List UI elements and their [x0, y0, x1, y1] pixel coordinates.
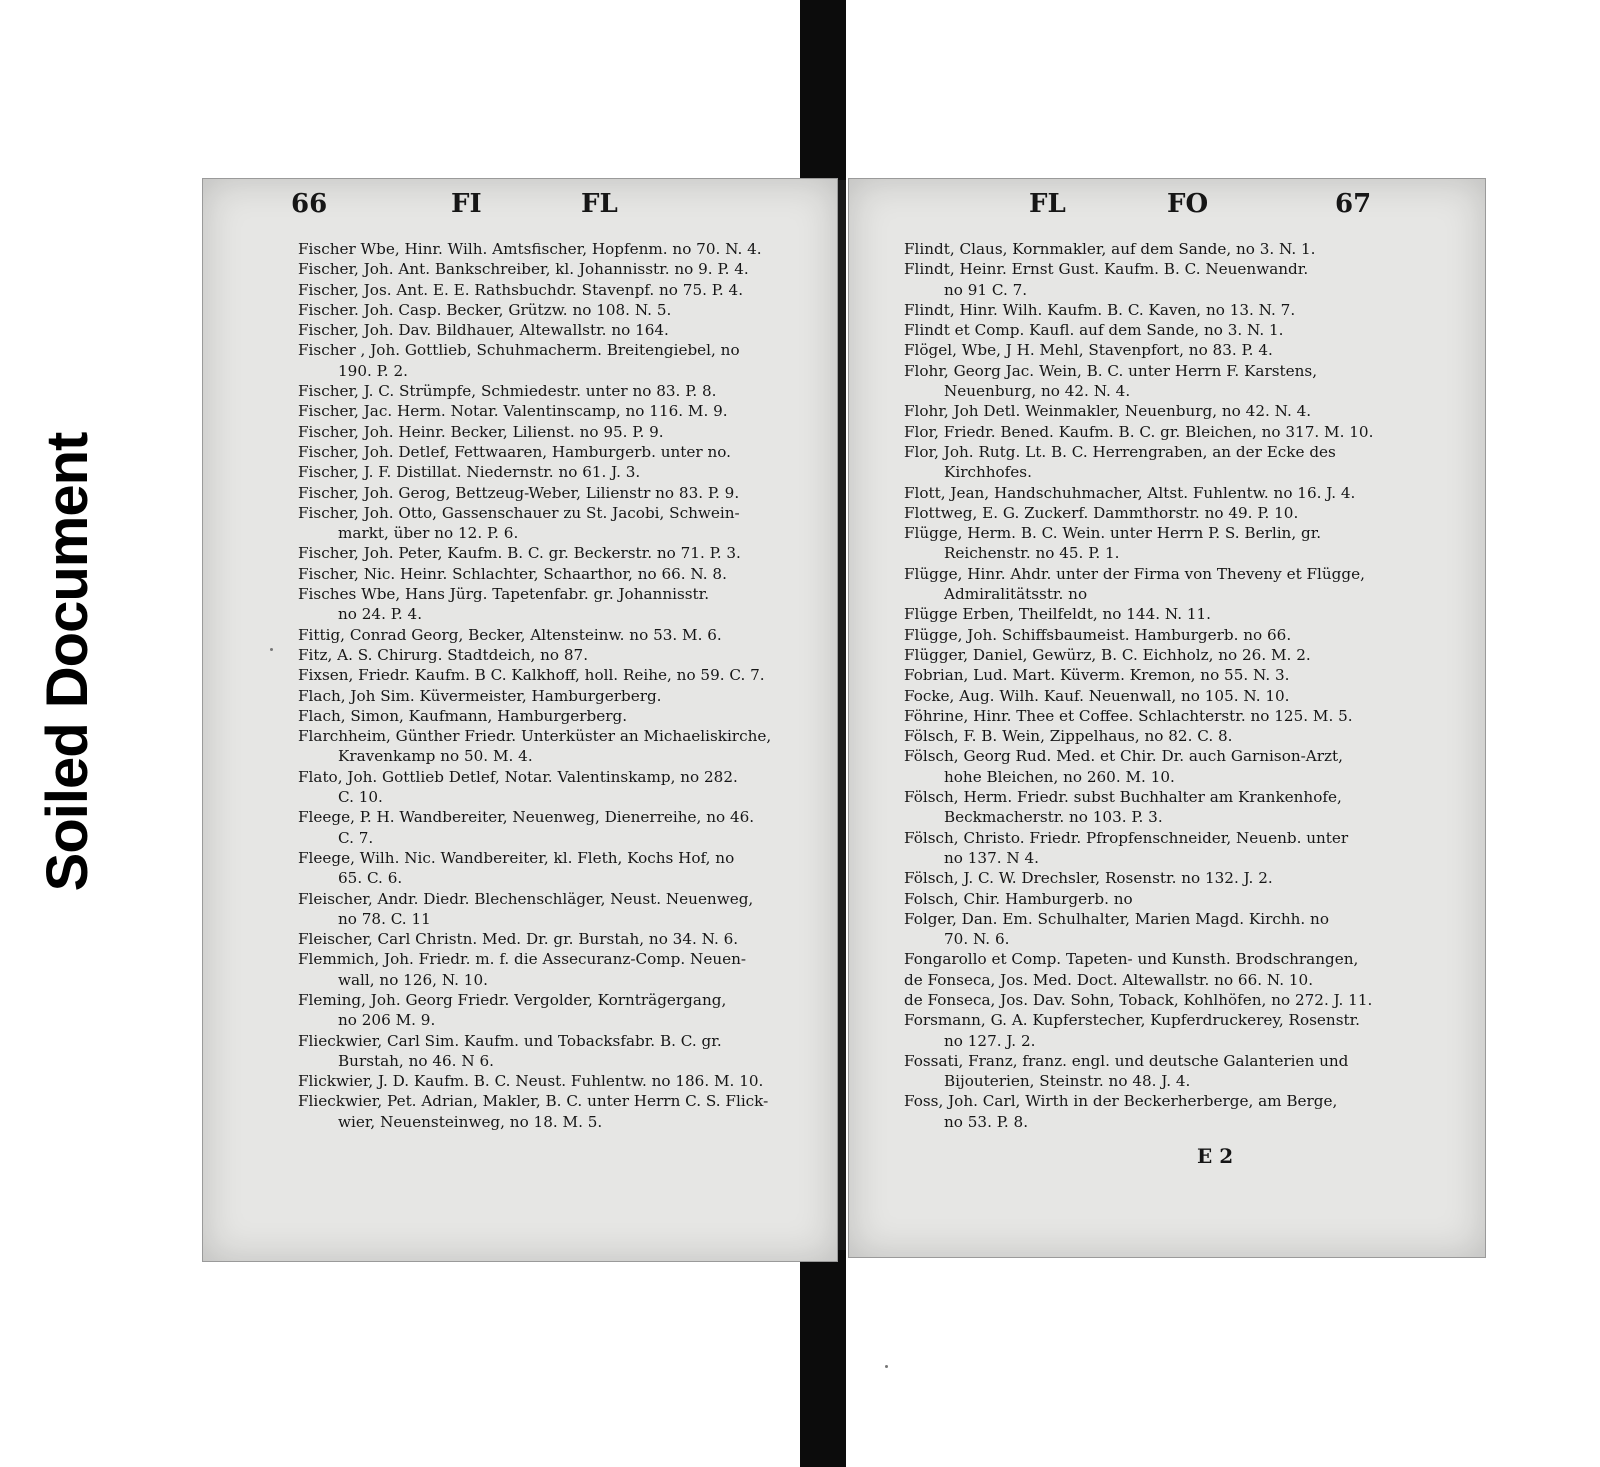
- entry-line: Fischer , Joh. Gottlieb, Schuhmacherm. Breitengiebel, no: [298, 341, 740, 360]
- entry-line: Fölsch, J. C. W. Drechsler, Rosenstr. no 132. J. 2.: [904, 869, 1273, 888]
- directory-entry: [904, 300, 1445, 320]
- entry-continuation: C. 7.: [338, 828, 374, 847]
- entry-line: Fischer, Joh. Gerog, Bettzeug-Weber, Lilienstr no 83. P. 9.: [298, 483, 740, 502]
- directory-entry: [298, 462, 807, 482]
- entry-continuation: 190. P. 2.: [338, 361, 408, 380]
- directory-entry: [904, 949, 1445, 969]
- entry-line: Flügge, Hinr. Ahdr. unter der Firma von Theveny et Flügge,: [904, 564, 1365, 583]
- directory-entry: [904, 889, 1445, 909]
- directory-entry: [298, 280, 807, 300]
- directory-entry: [298, 807, 807, 848]
- entry-line: Focke, Aug. Wilh. Kauf. Neuenwall, no 105. N. 10.: [904, 686, 1290, 705]
- entry-line: Flor, Joh. Rutg. Lt. B. C. Herrengraben, an der Ecke des: [904, 442, 1336, 461]
- directory-entry: [904, 686, 1445, 706]
- directory-entry: [298, 767, 807, 808]
- entry-continuation: 65. C. 6.: [338, 869, 403, 888]
- directory-entry: [904, 970, 1445, 990]
- entry-line: Flohr, Joh Detl. Weinmakler, Neuenburg, no 42. N. 4.: [904, 402, 1312, 421]
- entry-line: Fölsch, Christo. Friedr. Pfropfenschneider, Neuenb. unter: [904, 828, 1349, 847]
- entry-continuation: wall, no 126, N. 10.: [338, 970, 488, 989]
- directory-entry: [904, 442, 1445, 483]
- directory-entry: [904, 645, 1445, 665]
- entry-line: Flarchheim, Günther Friedr. Unterküster an Michaeliskirche,: [298, 727, 772, 746]
- entry-continuation: Bijouterien, Steinstr. no 48. J. 4.: [944, 1072, 1191, 1091]
- entry-line: Fischer, Joh. Heinr. Becker, Lilienst. no 95. P. 9.: [298, 422, 664, 441]
- directory-entry: [904, 706, 1445, 726]
- entry-line: Fittig, Conrad Georg, Becker, Altensteinw. no 53. M. 6.: [298, 625, 722, 644]
- entry-line: Flottweg, E. G. Zuckerf. Dammthorstr. no 49. P. 10.: [904, 503, 1299, 522]
- book-gutter: [838, 180, 846, 1250]
- entry-line: Flügge, Joh. Schiffsbaumeist. Hamburgerb. no 66.: [904, 625, 1292, 644]
- left-entry-list: [203, 239, 837, 1132]
- directory-entry: [904, 340, 1445, 360]
- entry-line: Fongarollo et Comp. Tapeten- und Kunsth. Brodschrangen,: [904, 950, 1359, 969]
- entry-line: Fischer, Joh. Otto, Gassenschauer zu St. Jacobi, Schwein-: [298, 503, 740, 522]
- directory-entry: [298, 259, 807, 279]
- entry-line: Fleege, P. H. Wandbereiter, Neuenweg, Dienerreihe, no 46.: [298, 808, 755, 827]
- entry-line: Flögel, Wbe, J H. Mehl, Stavenpfort, no 83. P. 4.: [904, 341, 1273, 360]
- soiled-document-label: Soiled Document: [35, 432, 100, 892]
- directory-entry: [904, 909, 1445, 950]
- directory-entry: [298, 320, 807, 340]
- directory-entry: [298, 584, 807, 625]
- entry-line: Fischer, Joh. Peter, Kaufm. B. C. gr. Beckerstr. no 71. P. 3.: [298, 544, 741, 563]
- directory-entry: [298, 543, 807, 563]
- directory-entry: [904, 1010, 1445, 1051]
- directory-entry: [298, 625, 807, 645]
- entry-line: Flemmich, Joh. Friedr. m. f. die Assecuranz-Comp. Neuen-: [298, 950, 747, 969]
- entry-continuation: Kravenkamp no 50. M. 4.: [338, 747, 533, 766]
- directory-entry: [298, 949, 807, 990]
- directory-entry: [298, 564, 807, 584]
- entry-continuation: Reichenstr. no 45. P. 1.: [944, 544, 1120, 563]
- entry-line: Folsch, Chir. Hamburgerb. no: [904, 889, 1133, 908]
- entry-line: Flügger, Daniel, Gewürz, B. C. Eichholz, no 26. M. 2.: [904, 645, 1311, 664]
- entry-line: Flor, Friedr. Bened. Kaufm. B. C. gr. Bleichen, no 317. M. 10.: [904, 422, 1374, 441]
- directory-entry: [904, 828, 1445, 869]
- entry-continuation: no 53. P. 8.: [944, 1112, 1029, 1131]
- entry-line: Fischer, Joh. Dav. Bildhauer, Altewallstr. no 164.: [298, 321, 669, 340]
- binding-strip-top: [800, 0, 846, 180]
- entry-line: Fölsch, Georg Rud. Med. et Chir. Dr. auch Garnison-Arzt,: [904, 747, 1343, 766]
- entry-line: Fölsch, Herm. Friedr. subst Buchhalter am Krankenhofe,: [904, 788, 1342, 807]
- entry-line: Flindt et Comp. Kaufl. auf dem Sande, no 3. N. 1.: [904, 321, 1284, 340]
- entry-line: Fölsch, F. B. Wein, Zippelhaus, no 82. C. 8.: [904, 727, 1233, 746]
- entry-line: Fleege, Wilh. Nic. Wandbereiter, kl. Fleth, Kochs Hof, no: [298, 848, 735, 867]
- directory-entry: [904, 259, 1445, 300]
- speck: [270, 648, 273, 651]
- directory-entry: [298, 889, 807, 930]
- directory-entry: [904, 868, 1445, 888]
- directory-entry: [298, 401, 807, 421]
- entry-line: Fisches Wbe, Hans Jürg. Tapetenfabr. gr. Johannisstr.: [298, 585, 710, 604]
- directory-entry: [904, 239, 1445, 259]
- entry-continuation: Neuenburg, no 42. N. 4.: [944, 382, 1131, 401]
- entry-line: Flindt, Hinr. Wilh. Kaufm. B. C. Kaven, no 13. N. 7.: [904, 300, 1296, 319]
- entry-continuation: Kirchhofes.: [944, 463, 1032, 482]
- directory-entry: [298, 1071, 807, 1091]
- entry-line: Fixsen, Friedr. Kaufm. B C. Kalkhoff, holl. Reihe, no 59. C. 7.: [298, 666, 765, 685]
- directory-entry: [904, 422, 1445, 442]
- page-number-left: 66: [291, 189, 328, 219]
- binding-strip-bottom: [800, 1250, 846, 1467]
- right-page: [848, 178, 1486, 1258]
- entry-line: Fleischer, Carl Christn. Med. Dr. gr. Burstah, no 34. N. 6.: [298, 930, 739, 949]
- directory-entry: [298, 686, 807, 706]
- entry-continuation: no 91 C. 7.: [944, 280, 1028, 299]
- directory-entry: [298, 442, 807, 462]
- entry-line: Fitz, A. S. Chirurg. Stadtdeich, no 87.: [298, 645, 589, 664]
- entry-line: Fischer, J. F. Distillat. Niedernstr. no 61. J. 3.: [298, 463, 641, 482]
- entry-continuation: Admiralitätsstr. no: [944, 585, 1088, 604]
- directory-entry: [298, 1091, 807, 1132]
- directory-entry: [298, 990, 807, 1031]
- left-header-second: FL: [581, 189, 618, 219]
- entry-line: Fischer Wbe, Hinr. Wilh. Amtsfischer, Hopfenm. no 70. N. 4.: [298, 240, 762, 258]
- entry-continuation: C. 10.: [338, 788, 383, 807]
- entry-line: Flieckwier, Pet. Adrian, Makler, B. C. unter Herrn C. S. Flick-: [298, 1092, 769, 1111]
- entry-continuation: no 24. P. 4.: [338, 605, 423, 624]
- entry-continuation: wier, Neuensteinweg, no 18. M. 5.: [338, 1112, 603, 1131]
- entry-line: Forsmann, G. A. Kupferstecher, Kupferdruckerey, Rosenstr.: [904, 1011, 1361, 1030]
- directory-entry: [298, 848, 807, 889]
- directory-entry: [904, 401, 1445, 421]
- left-header-first: FI: [451, 189, 482, 219]
- entry-continuation: markt, über no 12. P. 6.: [338, 524, 519, 543]
- entry-line: Fossati, Franz, franz. engl. und deutsche Galanterien und: [904, 1051, 1349, 1070]
- entry-continuation: no 137. N 4.: [944, 848, 1040, 867]
- entry-continuation: Burstah, no 46. N 6.: [338, 1051, 494, 1070]
- directory-entry: [904, 503, 1445, 523]
- entry-line: Fobrian, Lud. Mart. Küverm. Kremon, no 55. N. 3.: [904, 666, 1290, 685]
- entry-line: Flügge Erben, Theilfeldt, no 144. N. 11.: [904, 605, 1212, 624]
- entry-line: Flach, Joh Sim. Küvermeister, Hamburgerberg.: [298, 686, 662, 705]
- entry-line: Föhrine, Hinr. Thee et Coffee. Schlachterstr. no 125. M. 5.: [904, 706, 1353, 725]
- entry-continuation: Beckmacherstr. no 103. P. 3.: [944, 808, 1163, 827]
- entry-line: Flott, Jean, Handschuhmacher, Altst. Fuhlentw. no 16. J. 4.: [904, 483, 1356, 502]
- signature-mark: E 2: [1197, 1144, 1234, 1168]
- directory-entry: [904, 625, 1445, 645]
- entry-line: Flohr, Georg Jac. Wein, B. C. unter Herrn F. Karstens,: [904, 361, 1318, 380]
- speck: [885, 1365, 888, 1368]
- entry-line: Flieckwier, Carl Sim. Kaufm. und Tobacksfabr. B. C. gr.: [298, 1031, 722, 1050]
- right-header-first: FL: [1029, 189, 1066, 219]
- directory-entry: [298, 381, 807, 401]
- directory-entry: [298, 422, 807, 442]
- directory-entry: [298, 645, 807, 665]
- entry-line: Fischer, Jac. Herm. Notar. Valentinscamp, no 116. M. 9.: [298, 402, 728, 421]
- directory-entry: [904, 564, 1445, 605]
- directory-entry: [298, 726, 807, 767]
- left-page-header: [203, 179, 837, 239]
- entry-line: Flickwier, J. D. Kaufm. B. C. Neust. Fuhlentw. no 186. M. 10.: [298, 1072, 764, 1091]
- directory-entry: [298, 706, 807, 726]
- entry-line: Fischer, Nic. Heinr. Schlachter, Schaarthor, no 66. N. 8.: [298, 564, 727, 583]
- directory-entry: [298, 665, 807, 685]
- directory-entry: [298, 239, 807, 259]
- directory-entry: [904, 1091, 1445, 1132]
- directory-entry: [904, 604, 1445, 624]
- entry-continuation: 70. N. 6.: [944, 930, 1010, 949]
- right-header-second: FO: [1167, 189, 1209, 219]
- entry-line: Fischer, J. C. Strümpfe, Schmiedestr. unter no 83. P. 8.: [298, 382, 717, 401]
- entry-line: Fischer, Joh. Ant. Bankschreiber, kl. Johannisstr. no 9. P. 4.: [298, 260, 749, 279]
- entry-line: Fleming, Joh. Georg Friedr. Vergolder, Kornträgergang,: [298, 990, 727, 1009]
- directory-entry: [904, 787, 1445, 828]
- left-page: [202, 178, 838, 1262]
- directory-entry: [298, 300, 807, 320]
- right-entry-list: [849, 239, 1485, 1132]
- directory-entry: [904, 665, 1445, 685]
- entry-line: Flindt, Claus, Kornmakler, auf dem Sande, no 3. N. 1.: [904, 240, 1316, 258]
- entry-continuation: hohe Bleichen, no 260. M. 10.: [944, 767, 1175, 786]
- entry-line: Flato, Joh. Gottlieb Detlef, Notar. Valentinskamp, no 282.: [298, 767, 738, 786]
- entry-continuation: no 206 M. 9.: [338, 1011, 436, 1030]
- directory-entry: [298, 340, 807, 381]
- directory-entry: [298, 483, 807, 503]
- entry-line: Flach, Simon, Kaufmann, Hamburgerberg.: [298, 706, 628, 725]
- entry-line: Foss, Joh. Carl, Wirth in der Beckerherberge, am Berge,: [904, 1092, 1338, 1111]
- entry-line: Flindt, Heinr. Ernst Gust. Kaufm. B. C. Neuenwandr.: [904, 260, 1309, 279]
- directory-entry: [904, 483, 1445, 503]
- entry-line: Fischer. Joh. Casp. Becker, Grützw. no 108. N. 5.: [298, 300, 672, 319]
- entry-line: de Fonseca, Jos. Med. Doct. Altewallstr. no 66. N. 10.: [904, 970, 1314, 989]
- entry-line: de Fonseca, Jos. Dav. Sohn, Toback, Kohlhöfen, no 272. J. 11.: [904, 990, 1373, 1009]
- entry-line: Fischer, Joh. Detlef, Fettwaaren, Hamburgerb. unter no.: [298, 442, 731, 461]
- directory-entry: [904, 990, 1445, 1010]
- entry-line: Folger, Dan. Em. Schulhalter, Marien Magd. Kirchh. no: [904, 909, 1329, 928]
- entry-line: Flügge, Herm. B. C. Wein. unter Herrn P. S. Berlin, gr.: [904, 524, 1322, 543]
- directory-entry: [904, 746, 1445, 787]
- entry-line: Fleischer, Andr. Diedr. Blechenschläger, Neust. Neuenweg,: [298, 889, 754, 908]
- entry-line: Fischer, Jos. Ant. E. E. Rathsbuchdr. Stavenpf. no 75. P. 4.: [298, 280, 744, 299]
- directory-entry: [298, 1031, 807, 1072]
- directory-entry: [904, 523, 1445, 564]
- directory-entry: [904, 1051, 1445, 1092]
- directory-entry: [298, 503, 807, 544]
- page-number-right: 67: [1335, 189, 1372, 219]
- right-page-header: [849, 179, 1485, 239]
- entry-continuation: no 78. C. 11: [338, 909, 431, 928]
- directory-entry: [904, 726, 1445, 746]
- directory-entry: [904, 320, 1445, 340]
- directory-entry: [298, 929, 807, 949]
- entry-continuation: no 127. J. 2.: [944, 1031, 1036, 1050]
- directory-entry: [904, 361, 1445, 402]
